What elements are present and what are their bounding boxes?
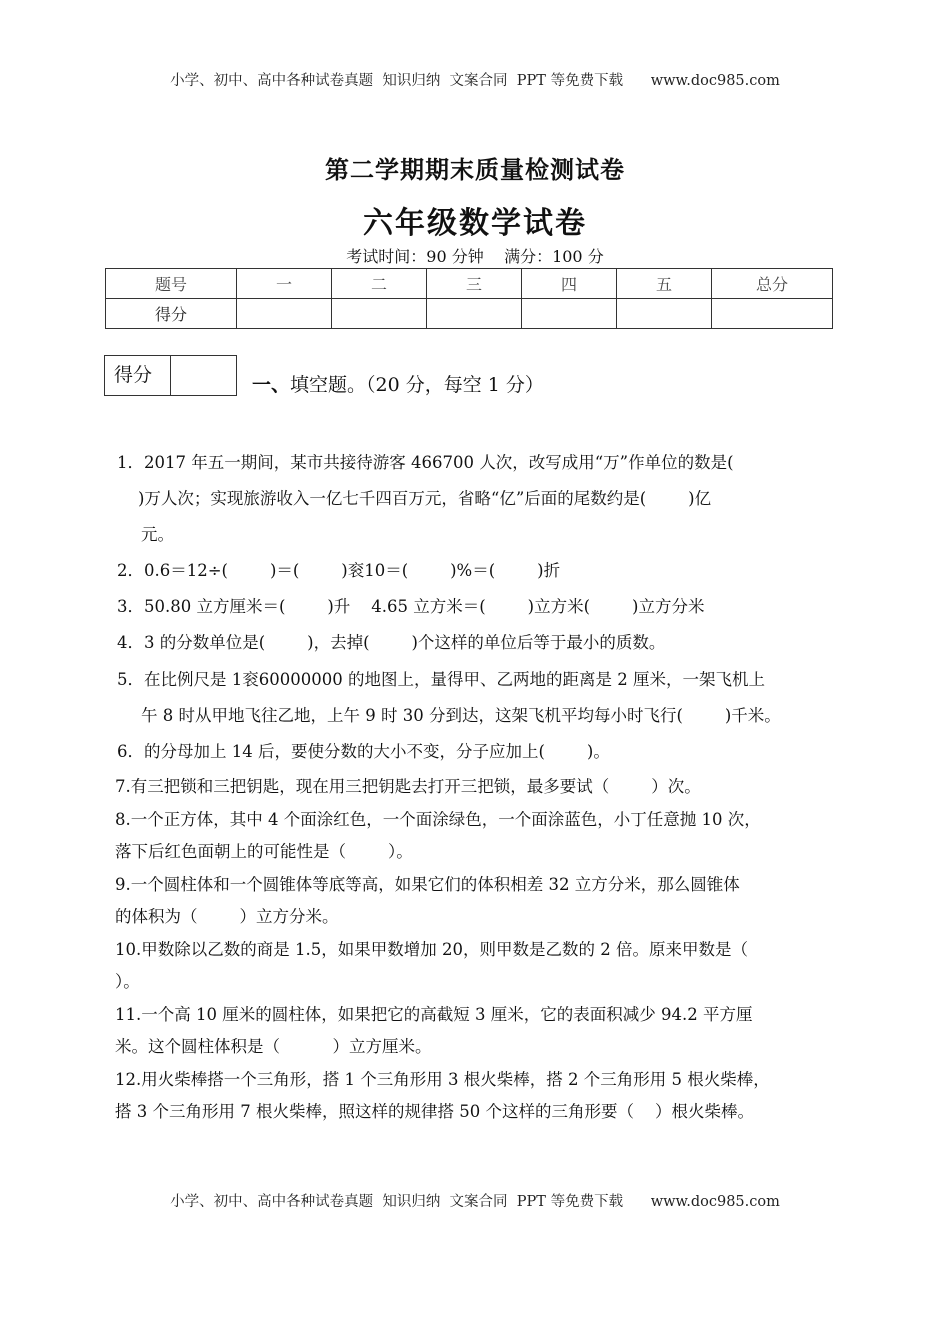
score-table-score-row: [106, 299, 833, 329]
page-header: 小学、初中、高中各种试卷真题 知识归纳 文案合同 PPT 等免费下载 www.doc985.com: [170, 73, 780, 89]
question-line: 米。这个圆柱体积是（ ）立方厘米。: [115, 1037, 432, 1056]
question-line: 的体积为（ ）立方分米。: [115, 907, 339, 926]
section-title: [252, 370, 544, 397]
section-score-label: 得分: [105, 356, 171, 395]
section-number: 一、: [252, 374, 291, 396]
score-cell[interactable]: [712, 299, 833, 329]
score-cell[interactable]: [617, 299, 712, 329]
score-cell[interactable]: [427, 299, 522, 329]
question-line: 6．的分母加上 14 后，要使分数的大小不变，分子应加上( )。: [117, 742, 610, 761]
question-line: 2．0.6＝12÷( )＝( )衮10＝( )%＝( )折: [117, 561, 561, 580]
question-line: 元。: [141, 525, 174, 544]
exam-title: 第二学期期末质量检测试卷: [325, 156, 625, 184]
score-table: [105, 268, 833, 329]
score-table-header-cell: 四: [522, 269, 617, 299]
exam-info: 考试时间：90 分钟 满分：100 分: [346, 247, 604, 266]
question-line: 10.甲数除以乙数的商是 1.5，如果甲数增加 20，则甲数是乙数的 2 倍。原来甲数是（: [115, 940, 748, 959]
question-line: 4．3 的分数单位是( )，去掉( )个这样的单位后等于最小的质数。: [117, 633, 666, 652]
question-line: 7.有三把锁和三把钥匙，现在用三把钥匙去打开三把锁，最多要试（ ）次。: [115, 777, 701, 796]
question-line: 9.一个圆柱体和一个圆锥体等底等高，如果它们的体积相差 32 立方分米，那么圆锥体: [115, 875, 740, 894]
exam-subtitle: 六年级数学试卷: [363, 206, 587, 241]
score-cell[interactable]: [522, 299, 617, 329]
page-footer: 小学、初中、高中各种试卷真题 知识归纳 文案合同 PPT 等免费下载 www.doc985.com: [170, 1194, 780, 1210]
score-table-header-cell: 五: [617, 269, 712, 299]
question-line: ）。: [115, 972, 140, 991]
score-row-label: 得分: [106, 299, 237, 329]
score-table-header-cell: 一: [237, 269, 332, 299]
question-line: 3．50.80 立方厘米＝( )升 4.65 立方米＝( )立方米( )立方分米: [117, 597, 705, 616]
score-table-header-cell: 三: [427, 269, 522, 299]
question-line: 搭 3 个三角形用 7 根火柴棒，照这样的规律搭 50 个这样的三角形要（ ）根火柴棒。: [115, 1102, 754, 1121]
question-line: 1．2017 年五一期间，某市共接待游客 466700 人次，改写成用“万”作单位的数是(: [117, 453, 734, 472]
question-line: 午 8 时从甲地飞往乙地，上午 9 时 30 分到达，这架飞机平均每小时飞行( )千米。: [141, 706, 781, 725]
question-line: 11.一个高 10 厘米的圆柱体，如果把它的高截短 3 厘米，它的表面积减少 94.2 平方厘: [115, 1005, 753, 1024]
score-table-header-row: [106, 269, 833, 299]
score-cell[interactable]: [237, 299, 332, 329]
section-heading: 填空题。（20 分，每空 1 分）: [290, 374, 544, 396]
section-score-field[interactable]: [171, 356, 236, 395]
question-line: )万人次；实现旅游收入一亿七千四百万元，省略“亿”后面的尾数约是( )亿: [117, 489, 712, 508]
question-line: 8.一个正方体，其中 4 个面涂红色，一个面涂绿色，一个面涂蓝色，小丁任意抛 10 次，: [115, 810, 761, 829]
score-table-header-cell: 总分: [712, 269, 833, 299]
score-table-header-cell: 二: [332, 269, 427, 299]
question-line: 5．在比例尺是 1衮60000000 的地图上，量得甲、乙两地的距离是 2 厘米，一架飞机上: [117, 670, 765, 689]
score-cell[interactable]: [332, 299, 427, 329]
section-score-box: [104, 355, 237, 396]
score-table-header-cell: 题号: [106, 269, 237, 299]
question-line: 落下后红色面朝上的可能性是（ ）。: [115, 842, 413, 861]
question-line: 12.用火柴棒搭一个三角形，搭 1 个三角形用 3 根火柴棒，搭 2 个三角形用 5 根火柴棒，: [115, 1070, 770, 1089]
